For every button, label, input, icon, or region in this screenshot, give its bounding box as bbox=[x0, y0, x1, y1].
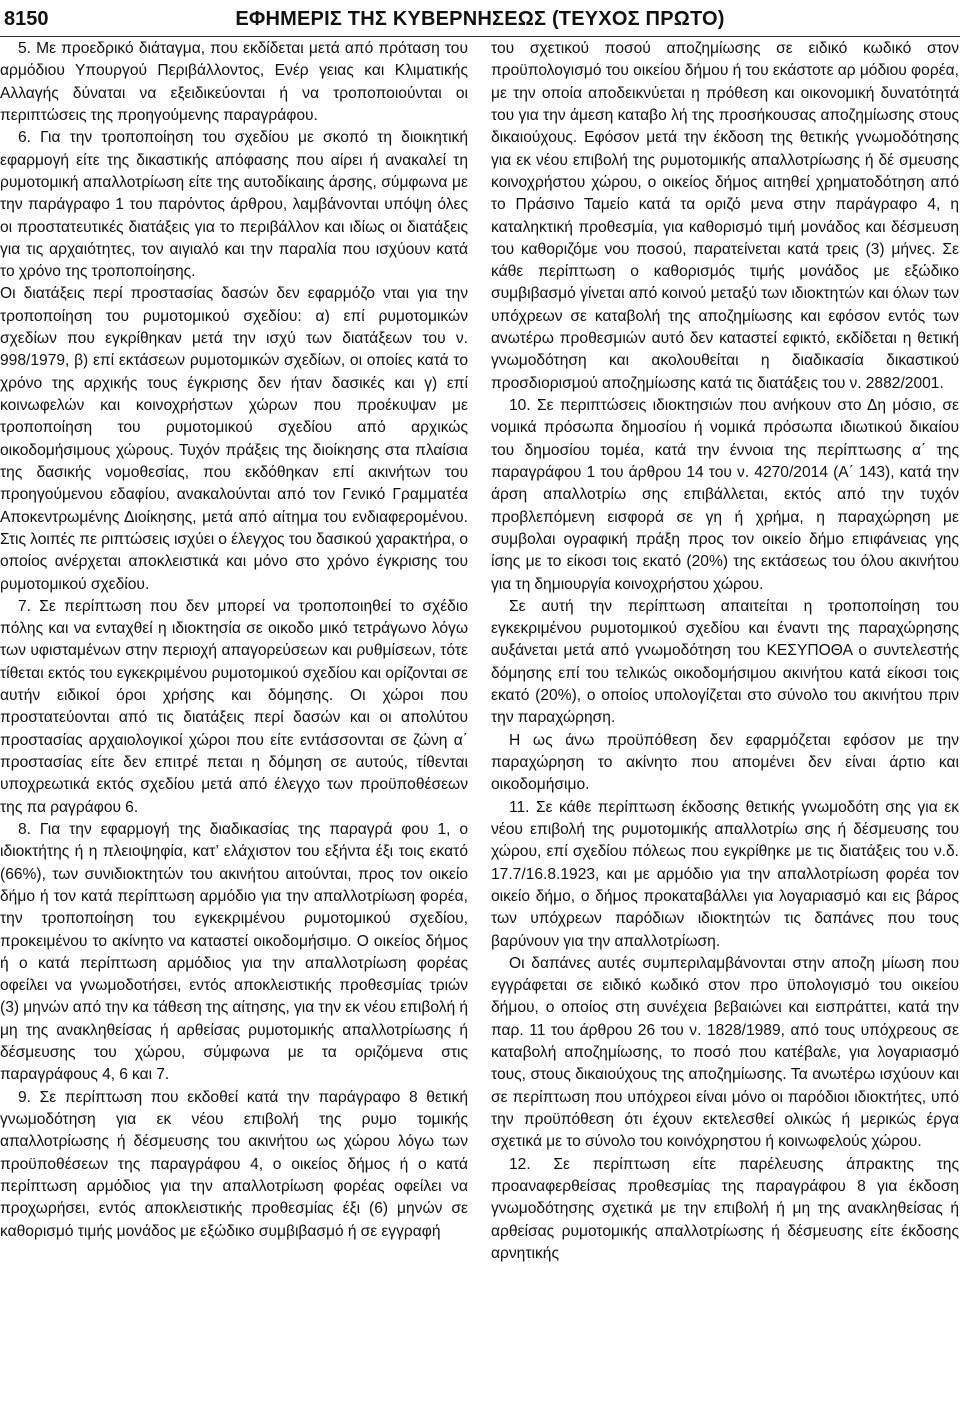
paragraph-11-expenses: Οι δαπάνες αυτές συμπεριλαμβάνονται στην αποζη μίωση που εγγράφεται σε ειδικό κωδικό στον προ ϋπολογισμό του οικείου δήμου, ο οποίος στη συνέχεια βεβαιώνει και εισπράττει, κατά την παρ. 11 του άρθρου 26 του ν. 1828/1989, από τους υπόχρεους σε καταβολή αποζημίωσης, το ποσό που κατέβαλε, για λογαριασμό τους, στους δικαιούχους της αποζημίωσης. Τα ανωτέρω ισχύουν και σε περίπτωση που υπόχρεοι είναι μόνο οι παρόδιοι ιδιοκτήτες, υπό την προϋπόθεση ότι έχουν εκτελεσθεί ολικώς ή μερικώς έργα σχετικά με το σύνολο του κοινόχρηστου ή κοινωφελούς χώρου. bbox=[491, 954, 959, 1151]
paragraph-10: 10. Σε περιπτώσεις ιδιοκτησιών που ανήκουν στο Δη μόσιο, σε νομικά πρόσωπα δημοσίου ή νομικά πρόσωπα ιδιωτικού δικαίου του δημοσίου τομέα, κατά την έννοια της περίπτωσης α΄ της παραγράφου 1 του άρθρου 14 του ν. 4270/2014 (Α΄ 143), κατά την άρση απαλλοτρίω σης επιβάλλεται, εκτός από την τυχόν προβλεπόμενη εισφορά σε γη ή χρήμα, η παραχώρηση με συμβολαι ογραφική πράξη προς τον οικείο δήμο επιφάνειας γης ίσης με το είκοσι τοις εκατό (20%) της εκτάσεως του όλου ακινήτου για τη δημιουργία κοινοχρήστου χώρου. bbox=[491, 397, 959, 593]
paragraph-8: 8. Για την εφαρμογή της διαδικασίας της παραγρά φου 1, ο ιδιοκτήτης ή η πλειοψηφία, κατ’ ελάχιστον του εξήντα έξι τοις εκατό (66%), των συνιδιοκτητών του ακινήτου αιτούνται, προς τον οικείο δήμο ή τον κατά περίπτωση αρμόδιο για την απαλλοτρίωση φορέα, την τροποποίηση του εγκεκριμένου ρυμοτομικού σχεδίου, προκειμένου το ακίνητο να καταστεί οικοδομήσιμο. Ο οικείος δήμος ή ο κατά περίπτωση αρμόδιος για την απαλλοτρίωση φορέας οφείλει να γνωμοδοτήσει, εντός αποκλειστικής προθεσμίας τριών (3) μηνών από την κα τάθεση της αίτησης, για την εκ νέου επιβολή ή μη της ανακληθείσας ή αρθείσας ρυμοτομικής απαλλοτρίωσης ή δέσμευσης του χώρου, σύμφωνα με τα οριζόμενα στις παραγράφους 4, 6 και 7. bbox=[0, 820, 468, 1084]
paragraph-10-exception: Η ως άνω προϋπόθεση δεν εφαρμόζεται εφόσον με την παραχώρηση το ακίνητο που απομένει δεν είναι άρτιο και οικοδομήσιμο. bbox=[491, 731, 959, 794]
paragraph-9-continued: του σχετικού ποσού αποζημίωσης σε ειδικό κωδικό στον προϋπολογισμό του οικείου δήμου ή του εκάστοτε αρ μόδιου φορέα, με την οποία αποδεικνύεται η πρόθεση και οικονομική δυνατότητά του για την άμεση καταβο λή της προσήκουσας αποζημίωσης στους δικαιούχους. Εφόσον μετά την έκδοση της θετικής γνωμοδότησης για εκ νέου επιβολή της ρυμοτομικής απαλλοτρίωσης ή δέ σμευσης κοινοχρήστου χώρου, ο οικείος δήμος αιτηθεί χρηματοδότηση από το Πράσινο Ταμείο κατά τα οριζό μενα στην παράγραφο 4, η καταληκτική προθεσμία, για καθορισμό τιμή μονάδος και δέσμευση του καθοριζόμε νου ποσού, παρατείνεται κατά τρεις (3) μήνες. Σε κάθε περίπτωση ο καθορισμός τιμής μονάδος με εξώδικο συμβιβασμό γίνεται από κοινού μεταξύ των ιδιοκτητών και όλων των υπόχρεων σε καταβολή της αποζημίωσης και εφόσον εντός των ανωτέρω προθεσμιών αυτό δεν καταστεί εφικτό, εκδίδεται η θετική γνωμοδότηση και ακολουθείται η διαδικασία δικαστικού προσδιορισμού αποζημίωσης κατά τις διατάξεις του ν. 2882/2001. bbox=[491, 40, 959, 392]
paragraph-9: 9. Σε περίπτωση που εκδοθεί κατά την παράγραφο 8 θετική γνωμοδότηση για εκ νέου επιβολή της ρυμο τομικής απαλλοτρίωσης ή δέσμευσης του ακινήτου ως χώρου λόγω των προϋποθέσεων της παραγράφου 4, ο οικείος δήμος ή ο κατά περίπτωση αρμόδιος για την απαλλοτρίωση φορέας οφείλει να προχωρήσει, εντός αποκλειστικής προθεσμίας έξι (6) μηνών σε καθορισμό τιμής μονάδος με εξώδικο συμβιβασμό ή σε εγγραφή bbox=[0, 1088, 468, 1240]
gazette-title: ΕΦΗΜΕΡΙΣ ΤΗΣ ΚΥΒΕΡΝΗΣΕΩΣ (ΤΕΥΧΟΣ ΠΡΩΤΟ) bbox=[235, 7, 725, 30]
paragraph-10-modification: Σε αυτή την περίπτωση απαιτείται η τροποποίηση του εγκεκριμένου ρυμοτομικού σχεδίου και έναντι της παραχώρησης αυξάνεται μετά από γνωμοδότηση του ΚΕΣΥΠΟΘΑ ο συντελεστής δόμησης επί του τελικώς οικοδομήσιμου ακινήτου κατά είκοσι τοις εκατό (20%), ο οποίος υπολογίζεται στο σύνολο του ακινήτου πριν την παραχώρηση. bbox=[491, 597, 959, 727]
paragraph-11: 11. Σε κάθε περίπτωση έκδοσης θετικής γνωμοδότη σης για εκ νέου επιβολή της ρυμοτομικής απαλλοτρίω σης ή δέσμευσης του χώρου, επί σχεδίου πόλεως που εγκρίθηκε με τις διατάξεις του ν.δ. 17.7/16.8.1923, και με αρμόδιο για την απαλλοτρίωση φορέα τον οικείο δήμο, ο δήμος προκαταβάλλει για λογαριασμό και εις βάρος των υπόχρεων παρόδιων ιδιοκτητών τις δαπάνες που τους βαρύνουν για την απαλλοτρίωση. bbox=[491, 798, 959, 950]
right-column bbox=[491, 38, 959, 1425]
paragraph-7: 7. Σε περίπτωση που δεν μπορεί να τροποποιηθεί το σχέδιο πόλης και να ενταχθεί η ιδιοκτησία σε οικοδο μικό τετράγωνο λόγω των υφισταμένων στην περιοχή απαγορεύσεων και ρυθμίσεων, τότε τίθεται εκτός του εγκεκριμένου ρυμοτομικού σχεδίου και ορίζονται σε αυτήν ειδικοί όροι χρήσης και δόμησης. Οι χώροι που προστατεύονται από τις διατάξεις περί δασών και οι απολύτου προστασίας αρχαιολογικοί χώροι που είτε εντάσσονται σε ζώνη α΄ προστασίας είτε δεν επιτρέ πεται η δόμηση σε αυτούς, τίθενται υποχρεωτικά εκτός σχεδίου μετά από έλεγχο των προϋποθέσεων της πα ραγράφου 6. bbox=[0, 597, 468, 816]
paragraph-6-forest-provisions: Οι διατάξεις περί προστασίας δασών δεν εφαρμόζο νται για την τροποποίηση του ρυμοτομικού σχεδίου: α) επί ρυμοτομικών σχεδίων που εγκρίθηκαν μετά την ισχύ των διατάξεων του ν. 998/1979, β) επί εκτάσεων ρυμοτομικών σχεδίων, οι οποίες κατά το χρόνο της αρχικής τους έγκρισης δεν ήταν δασικές και γ) επί κοινωφελών και κοινοχρήστων χώρων που προέκυψαν με τροποποίηση του ρυμοτομικού σχεδίου από αρχικώς οικοδομήσιμους χώρους. Τυχόν πράξεις της διοίκησης στα πλαίσια της δασικής νομοθεσίας, που εκδόθηκαν επί ακινήτων του προηγούμενου εδαφίου, ανακαλούνται από τον Γενικό Γραμματέα Αποκεντρωμένης Διοίκησης, μετά από αίτημα του ενδιαφερομένου. Στις λοιπές πε ριπτώσεις ισχύει ο έλεγχος του δασικού χαρακτήρα, ο οποίος ανέρχεται αποκλειστικά και μόνο στο χρόνο έγκρισης του ρυμοτομικού σχεδίου. bbox=[0, 285, 468, 593]
paragraph-5: 5. Με προεδρικό διάταγμα, που εκδίδεται μετά από πρόταση του αρμόδιου Υπουργού Περιβάλλοντος, Ενέρ γειας και Κλιματικής Αλλαγής δύναται να εξειδικεύονται ή να τροποποιούνται οι περιπτώσεις της προηγούμενης παραγράφου. bbox=[0, 40, 468, 124]
paragraph-12: 12. Σε περίπτωση είτε παρέλευσης άπρακτης της προαναφερθείσας προθεσμίας της παραγράφου 8 για έκδοση γνωμοδότησης σχετικά με την επιβολή ή μη της ανακληθείσας ή αρθείσας ρυμοτομικής απαλλοτρίωσης ή δέσμευσης είτε έκδοσης αρνητικής bbox=[491, 1155, 959, 1262]
page-number: 8150 bbox=[4, 7, 49, 30]
left-column bbox=[0, 38, 468, 1425]
paragraph-6: 6. Για την τροποποίηση του σχεδίου με σκοπό τη διοικητική εφαρμογή είτε της δικαστικής απόφασης που αίρει ή ανακαλεί τη ρυμοτομική απαλλοτρίωση είτε της αυτοδίκαιης άρσης, σύμφωνα με την παράγραφο 1 του παρόντος άρθρου, λαμβάνονται υπόψη όλες οι προστατευτικές διατάξεις για το περιβάλλον και ιδίως οι διατάξεις για τις αρχαιότητες, τον αιγιαλό και την παραλία που ισχύουν κατά το χρόνο της τροποποίησης. bbox=[0, 129, 468, 281]
header-divider bbox=[0, 36, 960, 37]
page-header bbox=[4, 2, 956, 36]
